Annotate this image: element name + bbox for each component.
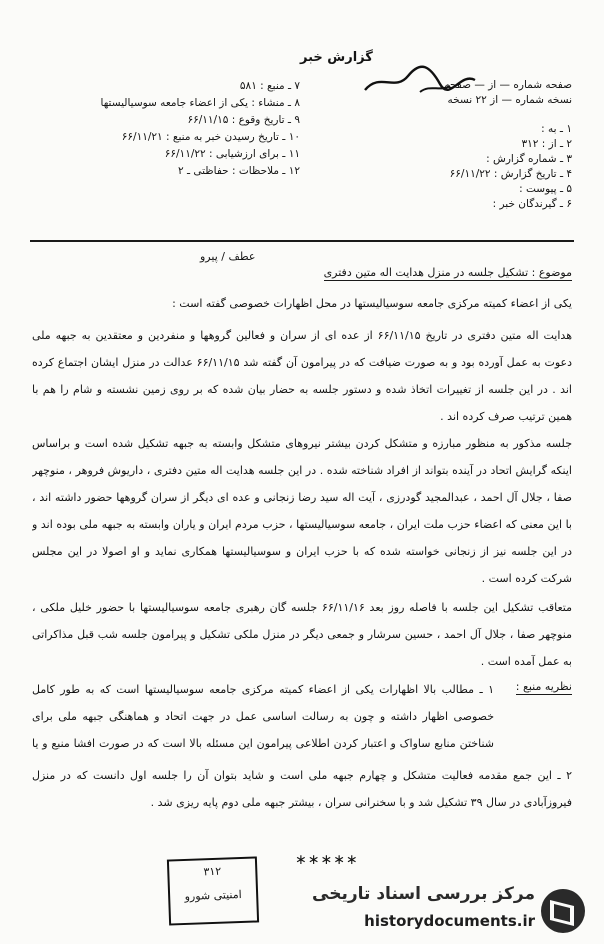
intro-paragraph: یکی از اعضاء کمیته مرکزی جامعه سوسیالیستها در محل اظهارات خصوصی گفته است :: [172, 297, 572, 310]
analysis-label: [516, 680, 572, 693]
report-metadata-left: [40, 78, 300, 180]
field-source: ۷ ـ منبع : ۵۸۱: [239, 80, 300, 92]
page-number-line: صفحه شماره — از — صفحه: [444, 79, 572, 91]
stamp-text: امنیتی شورو: [184, 888, 242, 903]
report-metadata-right: [272, 78, 572, 212]
field-receipt-date: ۱۰ ـ تاریخ رسیدن خبر به منبع : ۶۶/۱۱/۲۱: [121, 131, 300, 143]
paragraph-5: ۲ ـ این جمع مقدمه فعالیت متشکل و چهارم جبهه ملی است و شاید بتوان آن را جلسه اول دانست که در منزل فیروزآبادی در سال ۳۹ تشکیل شد و با سخنرانی سران ، بیشتر جبهه ملی دوم پایه ریزی شد .: [32, 769, 572, 809]
watermark-title: مرکز بررسی اسناد تاریخی: [312, 884, 535, 904]
office-stamp: [167, 856, 259, 925]
copy-number-line: نسخه شماره — از ۲۲ نسخه: [447, 94, 572, 106]
field-event-date: ۹ ـ تاریخ وقوع : ۶۶/۱۱/۱۵: [187, 114, 300, 126]
header-divider: [30, 240, 574, 242]
report-title: گزارش خبر: [300, 50, 373, 65]
reference-line: عطف / پیرو: [200, 250, 256, 263]
field-attachment: ۵ ـ پیوست :: [519, 183, 572, 195]
field-recipients: ۶ ـ گیرندگان خبر :: [492, 198, 572, 210]
stamp-number: ۳۱۲: [203, 864, 222, 879]
field-report-number: ۳ ـ شماره گزارش :: [486, 153, 572, 165]
paragraph-1: هدایت اله متین دفتری در تاریخ ۶۶/۱۱/۱۵ از عده ای از سران و فعالین گروهها و منفردین و معتقدین به جبهه ملی دعوت به عمل آورده بود و به صورت ضیافت که در پیرامون آن گفته شد ۶۶/۱۱/۱۵ عدالت در منزل ایشان اجتماع کرده اند . در این جلسه از تغییرات اتخاذ شده و دستور جلسه به حضار بیان شده که بر روی زمین نشسته و شام را هم با همین ترتیب صرف کرده اند .: [32, 329, 572, 423]
analysis-label-text: نظریه منبع :: [515, 680, 572, 693]
field-evaluation: ۱۱ ـ برای ارزشیابی : ۶۶/۱۱/۲۲: [164, 148, 300, 160]
paragraph-3: متعاقب تشکیل این جلسه با فاصله روز بعد ۶۶/۱۱/۱۶ جلسه گان رهبری جامعه سوسیالیستها با حضور خلیل ملکی ، منوچهر صفا ، جلال آل احمد ، حسین سرشار و جمعی دیگر در منزل ملکی تشکیل و پیرامون جلسه شب قبل مذاکراتی به عمل آمده است .: [32, 601, 572, 668]
archive-watermark: [310, 882, 590, 940]
field-remarks: ۱۲ ـ ملاحظات : حفاظتی ـ ۲: [178, 165, 300, 177]
subject-line: [32, 266, 572, 279]
field-from: ۲ ـ از : ۳۱۲: [521, 138, 572, 150]
closing-stars: ∗∗∗∗∗: [295, 852, 359, 868]
paragraph-2: جلسه مذکور به منظور مبارزه و متشکل کردن بیشتر نیروهای متشکل وابسته به جبهه تشکیل شده است و براساس اینکه گرایش اتحاد در آینده بتواند از افراد شناخته شده . در این جلسه هدایت اله متین دفتری ، داریوش فروهر ، منوچهر صفا ، جلال آل احمد ، عبدالمجید گودرزی ، آیت اله سید رضا زنجانی و عده ای دیگر از سران گروهها حضور داشته اند ، با این معنی که اعضاء حزب ملت ایران ، جامعه سوسیالیستها ، حزب مردم ایران و یاران وابسته به جبهه ملی بوده اند و در این جلسه نیز از زنجانی خواسته شده که با حزب ایران و سوسیالیستها همکاری نماید و او اصولا در این مجلس شرکت کرده است .: [32, 437, 572, 585]
field-origin: ۸ ـ منشاء : یکی از اعضاء جامعه سوسیالیستها: [100, 97, 300, 109]
field-report-date: ۴ ـ تاریخ گزارش : ۶۶/۱۱/۲۲: [449, 168, 572, 180]
subject-text: موضوع : تشکیل جلسه در منزل هدایت اله متین دفتری: [323, 266, 572, 279]
paragraph-4: ۱ ـ مطالب بالا اظهارات یکی از اعضاء کمیته مرکزی جامعه سوسیالیستها است که به طور کامل خصوصی اظهار داشته و چون به رسالت اساسی عمل در جهت اتحاد و هماهنگی جبهه ملی برای شناختن منابع ساواک و اعتبار کردن اطلاعی پیرامون این مسئله بالا است که در صورت افشا منبع و یا: [32, 683, 494, 750]
watermark-url: historydocuments.ir: [364, 912, 535, 930]
field-to: ۱ ـ به :: [541, 123, 572, 135]
archive-logo-icon: [538, 886, 588, 936]
